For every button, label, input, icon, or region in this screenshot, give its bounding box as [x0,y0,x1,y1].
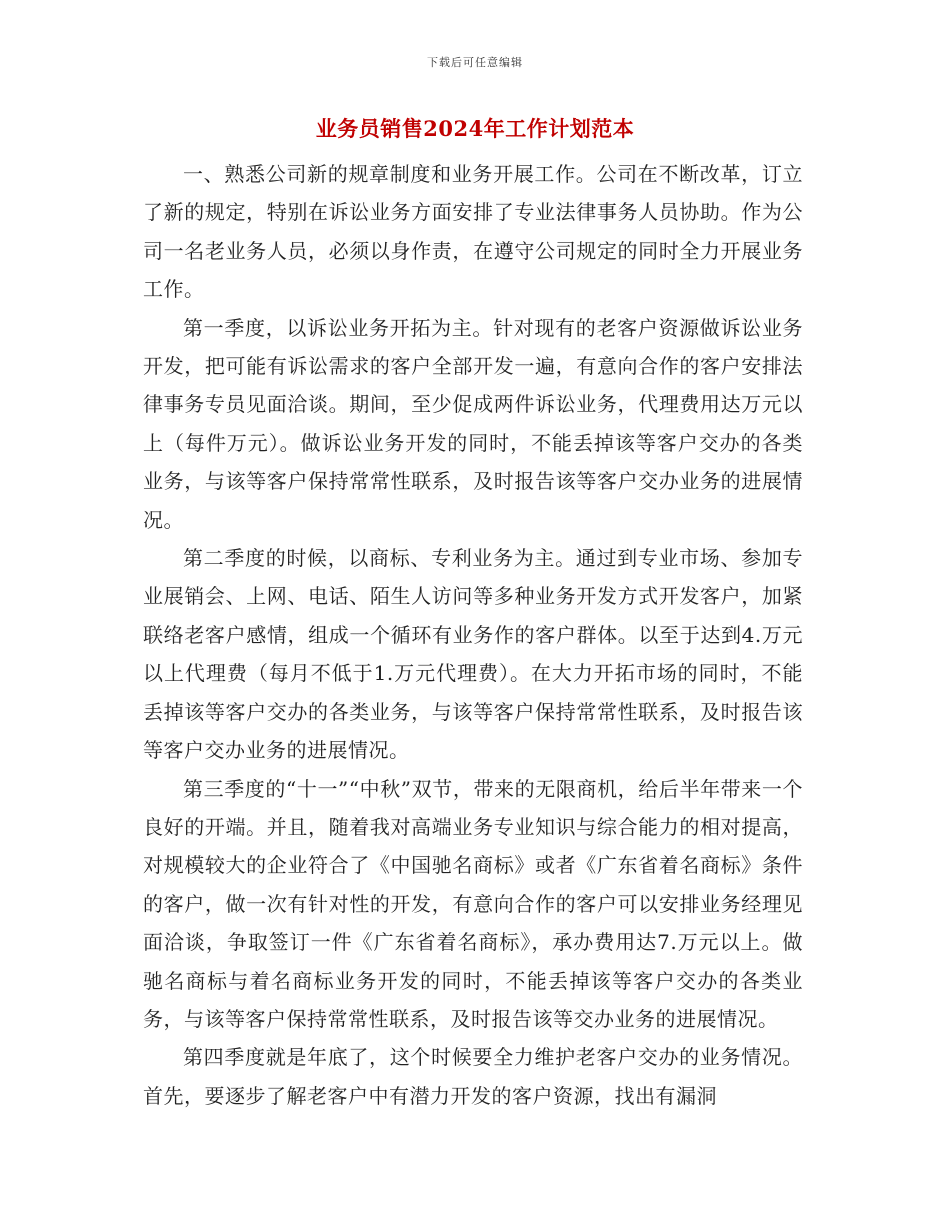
document-body [143,155,803,1115]
paragraph: 第二季度的时候，以商标、专利业务为主。通过到专业市场、参加专业展销会、上网、电话、陌生人访问等多种业务开发方式开发客户，加紧联络老客户感情，组成一个循环有业务作的客户群体。以至于达到4.万元以上代理费（每月不低于1.万元代理费）。在大力开拓市场的同时，不能丢掉该等客户交办的各类业务，与该等客户保持常常性联系，及时报告该等客户交办业务的进展情况。 [143,546,803,763]
header-note: 下载后可任意编辑 [427,56,523,69]
paragraph: 第一季度，以诉讼业务开拓为主。针对现有的老客户资源做诉讼业务开发，把可能有诉讼需求的客户全部开发一遍，有意向合作的客户安排法律事务专员见面洽谈。期间，至少促成两件诉讼业务，代理费用达万元以上（每件万元）。做诉讼业务开发的同时，不能丢掉该等客户交办的各类业务，与该等客户保持常常性联系，及时报告该等客户交办业务的进展情况。 [143,315,803,532]
document-title: 业务员销售2024年工作计划范本 [315,116,635,141]
paragraph: 一、熟悉公司新的规章制度和业务开展工作。公司在不断改革，订立了新的规定，特别在诉讼业务方面安排了专业法律事务人员协助。作为公司一名老业务人员，必须以身作责，在遵守公司规定的同时全力开展业务工作。 [143,162,803,302]
paragraph: 第三季度的“十一”“中秋”双节，带来的无限商机，给后半年带来一个良好的开端。并且，随着我对高端业务专业知识与综合能力的相对提高，对规模较大的企业符合了《中国驰名商标》或者《广东省着名商标》条件的客户，做一次有针对性的开发，有意向合作的客户可以安排业务经理见面洽谈，争取签订一件《广东省着名商标》，承办费用达7.万元以上。做驰名商标与着名商标业务开发的同时，不能丢掉该等客户交办的各类业务，与该等客户保持常常性联系，及时报告该等交办业务的进展情况。 [143,776,803,1031]
paragraph: 第四季度就是年底了，这个时候要全力维护老客户交办的业务情况。首先，要逐步了解老客户中有潜力开发的客户资源，找出有漏洞 [143,1045,803,1108]
